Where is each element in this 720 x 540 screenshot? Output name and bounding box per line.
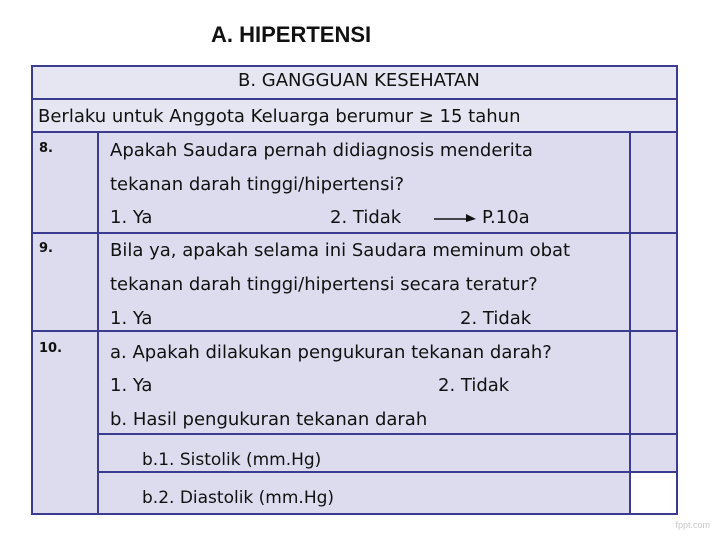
q8-option-tidak: 2. Tidak <box>330 207 402 228</box>
q8-line-2: tekanan darah tinggi/hipertensi? <box>110 174 405 195</box>
q10a-answer-cell <box>631 332 676 433</box>
q9-line-1: Bila ya, apakah selama ini Saudara meminum obat <box>110 240 571 261</box>
q9-answer-cell <box>631 234 676 330</box>
q10-option-ya: 1. Ya <box>110 375 153 396</box>
q10-item-b: b. Hasil pengukuran tekanan darah <box>110 409 428 430</box>
q10-item-a: a. Apakah dilakukan pengukuran tekanan darah? <box>110 342 552 363</box>
q10-number-cell <box>33 332 97 513</box>
q9-line-2: tekanan darah tinggi/hipertensi secara teratur? <box>110 274 538 295</box>
subheader: Berlaku untuk Anggota Keluarga berumur ≥ 15 tahun <box>38 106 521 127</box>
q10-number: 10. <box>39 341 63 356</box>
q8-answer-cell <box>631 133 676 232</box>
q10-b2: b.2. Diastolik (mm.Hg) <box>142 488 335 508</box>
q10-option-tidak: 2. Tidak <box>438 375 510 396</box>
watermark: fppt.com <box>675 520 710 530</box>
skip-arrow-icon <box>434 208 476 222</box>
page-title: A. HIPERTENSI <box>211 22 372 47</box>
q8-skip: P.10a <box>482 207 530 228</box>
q9-option-ya: 1. Ya <box>110 308 153 329</box>
q9-option-tidak: 2. Tidak <box>460 308 532 329</box>
q8-number: 8. <box>39 141 53 156</box>
section-header: B. GANGGUAN KESEHATAN <box>238 70 480 91</box>
q8-line-1: Apakah Saudara pernah didiagnosis menderita <box>110 140 533 161</box>
q10-b2-answer-cell <box>631 473 676 513</box>
q8-option-ya: 1. Ya <box>110 207 153 228</box>
q10-b1-answer-cell <box>631 435 676 471</box>
q9-number: 9. <box>39 241 53 256</box>
q10-b1: b.1. Sistolik (mm.Hg) <box>142 450 322 470</box>
